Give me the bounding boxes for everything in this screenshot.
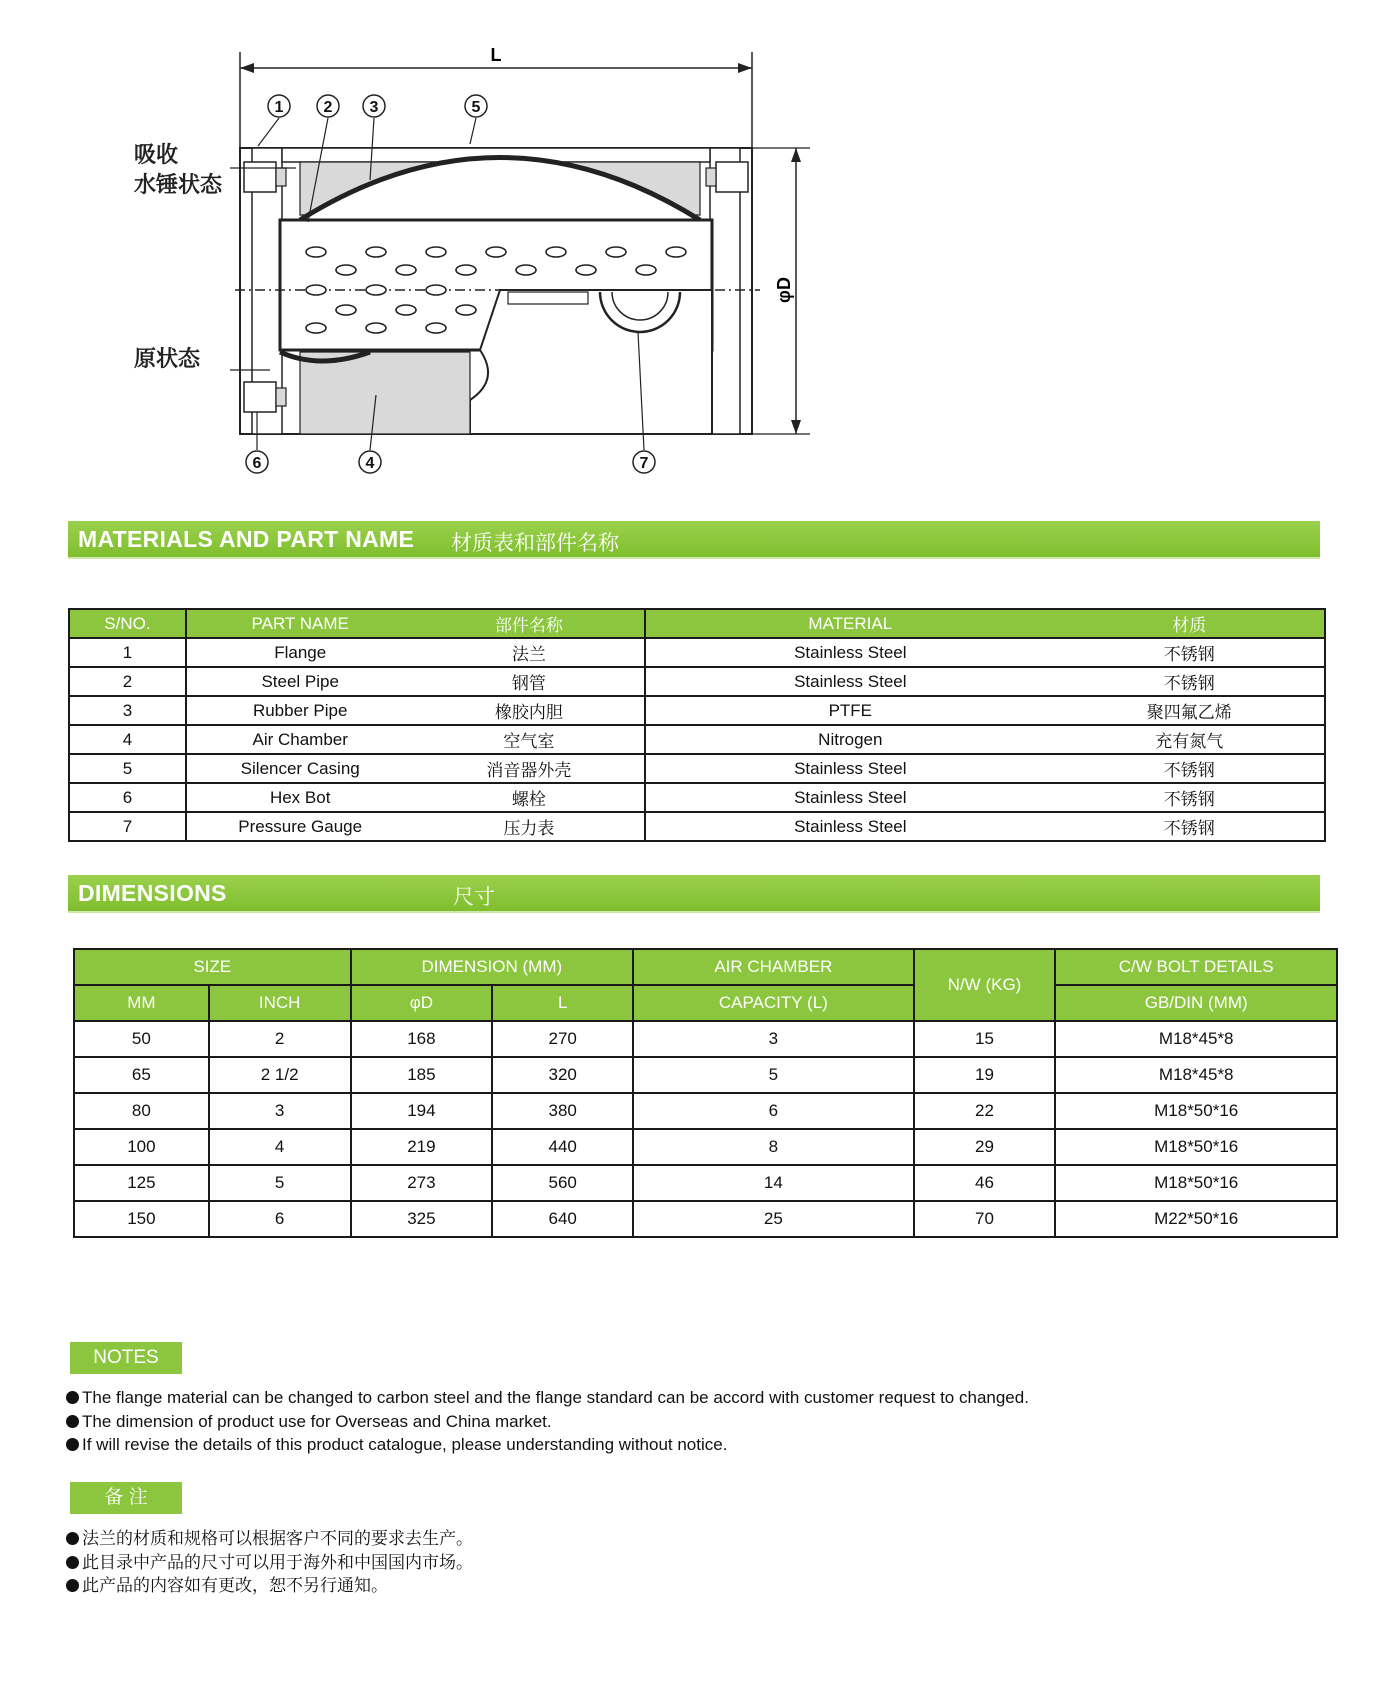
part-name-cell: Rubber Pipe — [186, 696, 414, 725]
col-sno: S/NO. — [69, 609, 186, 638]
length-label: L — [490, 45, 502, 65]
dimensions-row — [74, 1093, 1337, 1129]
dimensions-row — [74, 1021, 1337, 1057]
header-air-chamber: AIR CHAMBER — [633, 949, 914, 985]
mm-cell: 125 — [74, 1165, 209, 1201]
sno-cell: 3 — [69, 696, 186, 725]
part-name-cell: Air Chamber — [186, 725, 414, 754]
nw-cell: 29 — [914, 1129, 1056, 1165]
material-cell: Stainless Steel — [645, 754, 1054, 783]
dimensions-row — [74, 1165, 1337, 1201]
material-cell: Stainless Steel — [645, 783, 1054, 812]
dimensions-table — [73, 948, 1338, 1238]
note-text: The flange material can be changed to carbon steel and the flange standard can be accord with customer request to changed. — [82, 1388, 1029, 1407]
nw-cell: 46 — [914, 1165, 1056, 1201]
nw-cell: 19 — [914, 1057, 1056, 1093]
nw-cell: 70 — [914, 1201, 1056, 1237]
bolt-cell: M18*50*16 — [1055, 1165, 1337, 1201]
l-cell: 380 — [492, 1093, 633, 1129]
sno-cell: 7 — [69, 812, 186, 841]
materials-table — [68, 608, 1326, 842]
mm-cell: 65 — [74, 1057, 209, 1093]
dimensions-header-row-1 — [74, 949, 1337, 985]
d-cell: 185 — [351, 1057, 493, 1093]
materials-row — [69, 783, 1325, 812]
inch-cell: 3 — [209, 1093, 351, 1129]
materials-row — [69, 667, 1325, 696]
material-zh-cell: 不锈钢 — [1054, 812, 1325, 841]
part-name-cell: Silencer Casing — [186, 754, 414, 783]
materials-row — [69, 812, 1325, 841]
l-cell: 640 — [492, 1201, 633, 1237]
bullet-icon — [66, 1415, 79, 1428]
header-mm: MM — [74, 985, 209, 1021]
note-text: The dimension of product use for Overseas and China market. — [82, 1411, 552, 1431]
inch-cell: 2 1/2 — [209, 1057, 351, 1093]
materials-title-en: MATERIALS AND PART NAME — [78, 526, 415, 552]
mm-cell: 50 — [74, 1021, 209, 1057]
capacity-cell: 3 — [633, 1021, 914, 1057]
note-item — [66, 1433, 1029, 1457]
bolt-cell: M18*45*8 — [1055, 1057, 1337, 1093]
d-cell: 194 — [351, 1093, 493, 1129]
capacity-cell: 8 — [633, 1129, 914, 1165]
note-text: 法兰的材质和规格可以根据客户不同的要求去生产。 — [82, 1529, 473, 1549]
header-d: φD — [351, 985, 493, 1021]
material-zh-cell: 不锈钢 — [1054, 783, 1325, 812]
notes-list-en — [66, 1386, 1029, 1457]
inch-cell: 4 — [209, 1129, 351, 1165]
header-bolt: C/W BOLT DETAILS — [1055, 949, 1337, 985]
note-item — [66, 1575, 473, 1599]
sno-cell: 1 — [69, 638, 186, 667]
mm-cell: 150 — [74, 1201, 209, 1237]
note-text: 此产品的内容如有更改，恕不另行通知。 — [82, 1576, 388, 1596]
dimensions-header-row-2 — [74, 985, 1337, 1021]
material-cell: Nitrogen — [645, 725, 1054, 754]
material-zh-cell: 不锈钢 — [1054, 667, 1325, 696]
materials-row — [69, 725, 1325, 754]
note-item — [66, 1552, 473, 1576]
state-absorbing-line2: 水锤状态 — [134, 173, 223, 198]
dimensions-row — [74, 1201, 1337, 1237]
notes-label-zh: 备 注 — [70, 1482, 182, 1514]
inch-cell: 5 — [209, 1165, 351, 1201]
materials-section-header — [68, 521, 1320, 557]
material-zh-cell: 充有氮气 — [1054, 725, 1325, 754]
sno-cell: 6 — [69, 783, 186, 812]
bolt-cell: M22*50*16 — [1055, 1201, 1337, 1237]
header-inch: INCH — [209, 985, 351, 1021]
header-capacity: CAPACITY (L) — [633, 985, 914, 1021]
header-nw: N/W (KG) — [914, 949, 1056, 1021]
bullet-icon — [66, 1391, 79, 1404]
materials-title-zh: 材质表和部件名称 — [451, 532, 619, 555]
svg-text:4: 4 — [365, 455, 375, 472]
l-cell: 560 — [492, 1165, 633, 1201]
svg-text:1: 1 — [274, 99, 284, 116]
col-part-name: PART NAME — [186, 609, 414, 638]
bullet-icon — [66, 1579, 79, 1592]
part-name-cell: Steel Pipe — [186, 667, 414, 696]
header-bolt-std: GB/DIN (MM) — [1055, 985, 1337, 1021]
part-name-zh-cell: 法兰 — [414, 638, 646, 667]
note-item — [66, 1386, 1029, 1410]
material-zh-cell: 不锈钢 — [1054, 638, 1325, 667]
callout-1 — [258, 95, 290, 146]
nw-cell: 22 — [914, 1093, 1056, 1129]
dimensions-title-zh: 尺寸 — [453, 886, 495, 909]
part-name-zh-cell: 消音器外壳 — [414, 754, 646, 783]
header-dimension: DIMENSION (MM) — [351, 949, 634, 985]
part-name-zh-cell: 压力表 — [414, 812, 646, 841]
dimensions-section-header — [68, 875, 1320, 911]
part-name-cell: Flange — [186, 638, 414, 667]
svg-text:5: 5 — [471, 99, 481, 116]
bullet-icon — [66, 1556, 79, 1569]
sno-cell: 5 — [69, 754, 186, 783]
material-cell: PTFE — [645, 696, 1054, 725]
nw-cell: 15 — [914, 1021, 1056, 1057]
svg-text:3: 3 — [369, 99, 379, 116]
capacity-cell: 25 — [633, 1201, 914, 1237]
inch-cell: 6 — [209, 1201, 351, 1237]
part-name-zh-cell: 橡胶内胆 — [414, 696, 646, 725]
state-original: 原状态 — [134, 347, 201, 372]
materials-row — [69, 754, 1325, 783]
d-cell: 273 — [351, 1165, 493, 1201]
svg-text:6: 6 — [252, 455, 262, 472]
bullet-icon — [66, 1438, 79, 1451]
dimensions-title-en: DIMENSIONS — [78, 880, 227, 906]
col-material: MATERIAL — [645, 609, 1054, 638]
note-text: If will revise the details of this product catalogue, please understanding without notice. — [82, 1435, 728, 1454]
capacity-cell: 5 — [633, 1057, 914, 1093]
note-item — [66, 1410, 1029, 1434]
diameter-label: φD — [774, 277, 794, 303]
note-text: 此目录中产品的尺寸可以用于海外和中国国内市场。 — [82, 1552, 473, 1573]
materials-row — [69, 696, 1325, 725]
svg-text:7: 7 — [639, 455, 649, 472]
notes-list-zh — [66, 1528, 473, 1599]
mm-cell: 100 — [74, 1129, 209, 1165]
callout-5 — [465, 95, 487, 144]
part-name-zh-cell: 钢管 — [414, 667, 646, 696]
material-zh-cell: 不锈钢 — [1054, 754, 1325, 783]
part-name-cell: Hex Bot — [186, 783, 414, 812]
sno-cell: 4 — [69, 725, 186, 754]
materials-header-row — [69, 609, 1325, 638]
cross-section-diagram — [0, 0, 1400, 500]
note-item — [66, 1528, 473, 1552]
inch-cell: 2 — [209, 1021, 351, 1057]
part-name-zh-cell: 螺栓 — [414, 783, 646, 812]
col-material-zh: 材质 — [1054, 609, 1325, 638]
mm-cell: 80 — [74, 1093, 209, 1129]
capacity-cell: 6 — [633, 1093, 914, 1129]
d-cell: 168 — [351, 1021, 493, 1057]
l-cell: 270 — [492, 1021, 633, 1057]
capacity-cell: 14 — [633, 1165, 914, 1201]
sno-cell: 2 — [69, 667, 186, 696]
header-l: L — [492, 985, 633, 1021]
bolt-cell: M18*50*16 — [1055, 1093, 1337, 1129]
bolt-cell: M18*45*8 — [1055, 1021, 1337, 1057]
part-name-cell: Pressure Gauge — [186, 812, 414, 841]
bullet-icon — [66, 1532, 79, 1545]
material-cell: Stainless Steel — [645, 667, 1054, 696]
dimensions-row — [74, 1057, 1337, 1093]
part-name-zh-cell: 空气室 — [414, 725, 646, 754]
notes-label-en: NOTES — [70, 1342, 182, 1374]
d-cell: 219 — [351, 1129, 493, 1165]
material-cell: Stainless Steel — [645, 638, 1054, 667]
header-size: SIZE — [74, 949, 351, 985]
l-cell: 320 — [492, 1057, 633, 1093]
material-cell: Stainless Steel — [645, 812, 1054, 841]
svg-text:2: 2 — [323, 99, 333, 116]
material-zh-cell: 聚四氟乙烯 — [1054, 696, 1325, 725]
bolt-cell: M18*50*16 — [1055, 1129, 1337, 1165]
dimensions-row — [74, 1129, 1337, 1165]
materials-row — [69, 638, 1325, 667]
state-absorbing-line1: 吸收 — [134, 143, 179, 168]
d-cell: 325 — [351, 1201, 493, 1237]
col-part-name-zh: 部件名称 — [414, 609, 646, 638]
l-cell: 440 — [492, 1129, 633, 1165]
